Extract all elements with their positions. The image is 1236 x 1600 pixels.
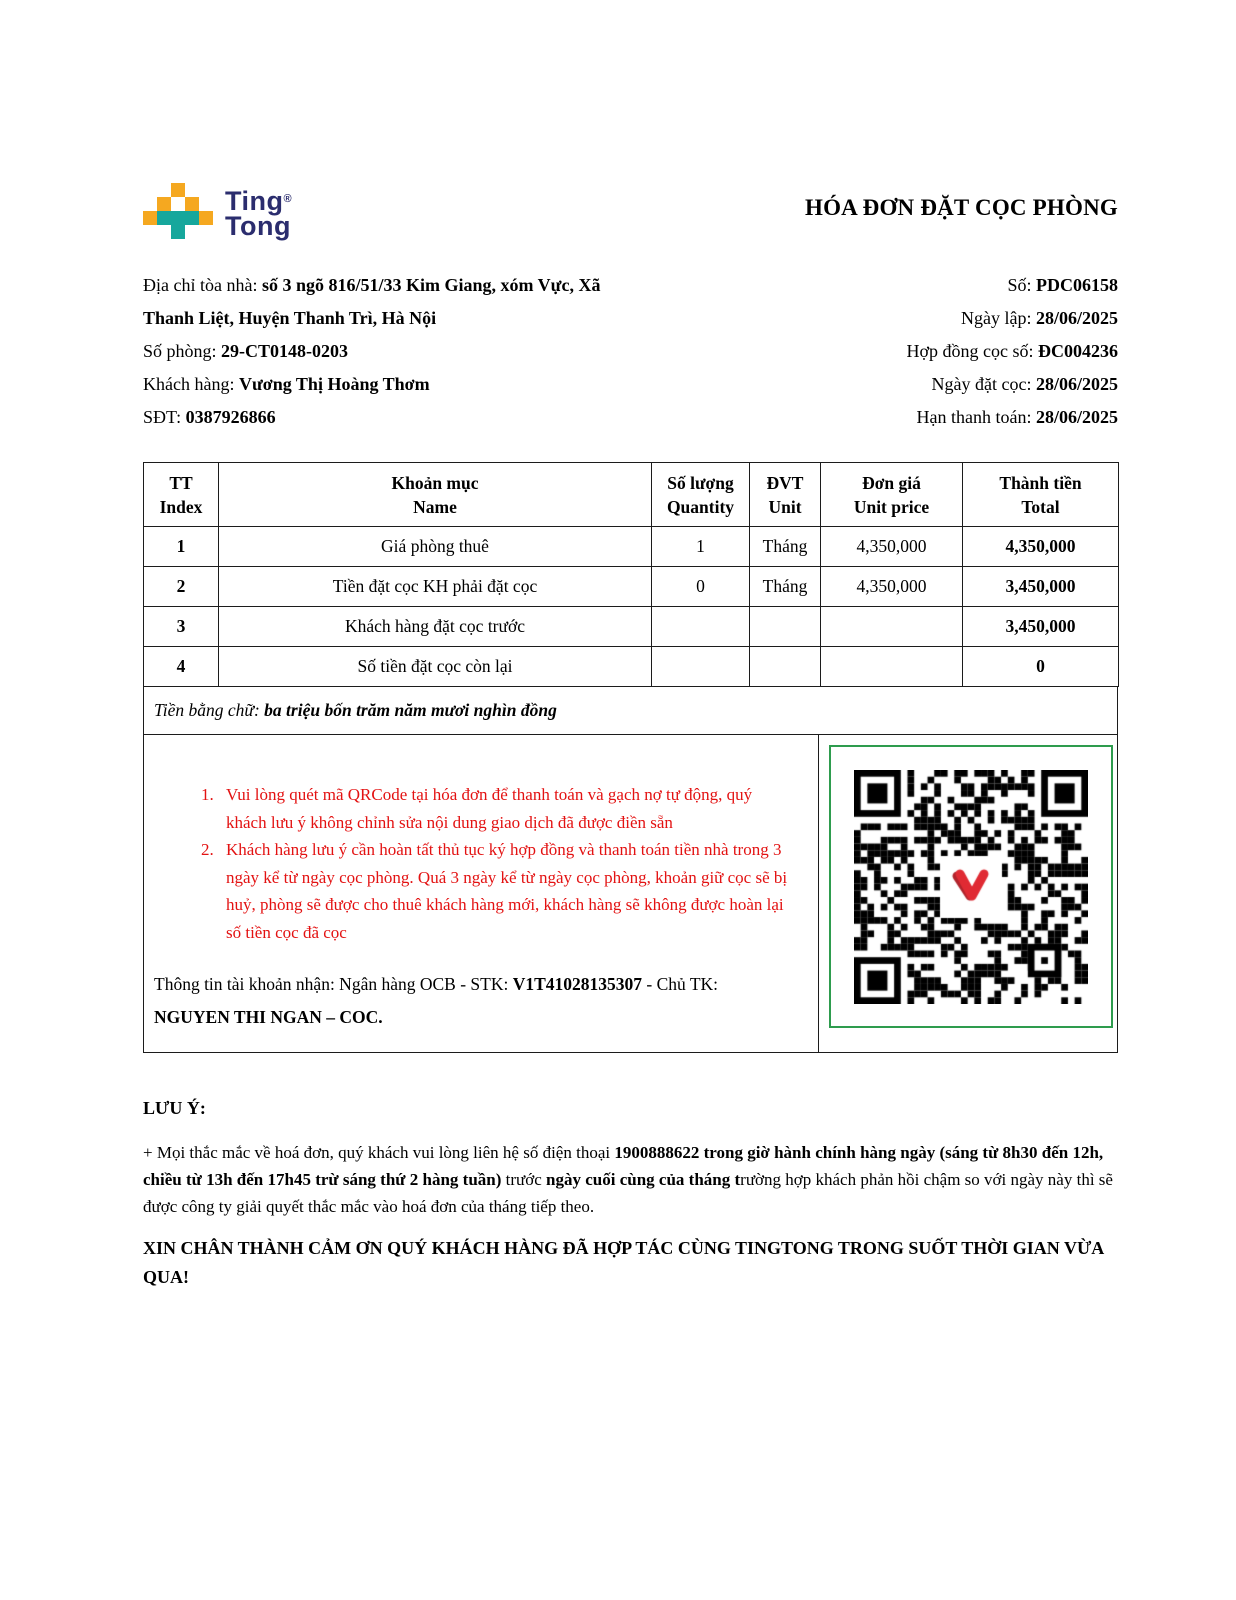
logo-word-1: Ting	[225, 186, 284, 216]
table-row	[144, 567, 1119, 607]
cell-name: Giá phòng thuê	[219, 527, 652, 567]
document-title: HÓA ĐƠN ĐẶT CỌC PHÒNG	[804, 195, 1118, 220]
cell-index: 4	[144, 647, 219, 687]
cell-unit	[750, 647, 821, 687]
text-segment: 28/06/2025	[1035, 407, 1118, 427]
tingtong-logo	[143, 183, 292, 241]
column-header-line: Khoản mục	[391, 472, 479, 493]
cell-index: 2	[144, 567, 219, 607]
cell-total: 3,450,000	[963, 607, 1119, 647]
text-segment: Ngày lập:	[961, 308, 1036, 328]
info-line	[143, 335, 635, 368]
payment-qr-code	[854, 770, 1088, 1004]
column-header	[219, 463, 652, 527]
text-segment: 29-CT0148-0203	[221, 341, 349, 361]
text-segment: 0387926866	[185, 407, 276, 427]
info-line	[143, 401, 635, 434]
text-segment: + Mọi thắc mắc về hoá đơn, quý khách vui lòng liên hệ số điện thoại	[143, 1143, 615, 1162]
column-header-line: Quantity	[666, 496, 735, 517]
info-line	[635, 335, 1118, 368]
footer-paragraph	[143, 1139, 1118, 1220]
info-line	[143, 368, 635, 401]
cell-quantity	[652, 607, 750, 647]
logo-word-2: Tong	[225, 211, 291, 241]
tingtong-logo-icon	[143, 183, 213, 241]
footer-thanks: XIN CHÂN THÀNH CẢM ƠN QUÝ KHÁCH HÀNG ĐÃ HỢP TÁC CÙNG TINGTONG TRONG SUỐT THỜI GIAN VỪA QUA!	[143, 1238, 1104, 1287]
text-segment: ĐC004236	[1038, 341, 1118, 361]
info-line	[635, 401, 1118, 434]
cell-unit-price: 4,350,000	[821, 527, 963, 567]
column-header-line: Unit	[768, 496, 802, 517]
cell-name: Tiền đặt cọc KH phải đặt cọc	[219, 567, 652, 607]
text-segment: NGUYEN THI NGAN – COC.	[154, 1007, 383, 1027]
column-header-line: Số lượng	[667, 472, 734, 493]
info-line	[635, 368, 1118, 401]
column-header-line: Index	[159, 496, 203, 517]
column-header-line: Thành tiền	[999, 472, 1082, 493]
note-item: 1. Vui lòng quét mã QRCode tại hóa đơn để thanh toán và gạch nợ tự động, quý khách lưu ý không chỉnh sửa nội dung giao dịch đã được điền sẵn	[218, 781, 792, 836]
text-segment: Khách hàng:	[143, 374, 239, 394]
amount-in-words	[154, 700, 557, 721]
amount-in-words-row	[143, 687, 1118, 735]
text-segment: V1T41028135307	[512, 974, 643, 994]
cell-quantity: 0	[652, 567, 750, 607]
column-header	[144, 463, 219, 527]
table-body	[144, 527, 1119, 687]
table-row	[144, 647, 1119, 687]
text-segment: Ngày đặt cọc:	[931, 374, 1036, 394]
text-segment: rường hợp khách phản hồi chậm so với ngày này thì sẽ được công ty giải quyết thắc mắc vào hoá đơn của tháng tiếp theo.	[143, 1170, 1113, 1216]
column-header-line: Unit price	[853, 496, 930, 517]
footer	[143, 1098, 1118, 1292]
text-segment: Hợp đồng cọc số:	[906, 341, 1038, 361]
registered-mark: ®	[283, 193, 293, 205]
cell-total: 0	[963, 647, 1119, 687]
cell-total: 4,350,000	[963, 527, 1119, 567]
qr-cell	[819, 735, 1117, 1052]
info-line	[635, 302, 1118, 335]
text-segment: PDC06158	[1036, 275, 1118, 295]
text-segment: ba triệu bốn trăm năm mươi nghìn đồng	[264, 700, 557, 720]
table-head	[144, 463, 1119, 527]
header	[143, 183, 1118, 241]
column-header-line: TT	[169, 472, 193, 493]
text-segment: Vương Thị Hoàng Thơm	[238, 374, 430, 394]
cell-unit-price	[821, 647, 963, 687]
text-segment: Địa chỉ tòa nhà:	[143, 275, 262, 295]
text-segment: 1900888622 trong giờ hành chính hàng ngày (sáng từ 8h30 đến 12h, chiều từ 13h đến 17h45 trừ sáng thứ 2 hàng tuần)	[143, 1143, 1104, 1189]
info-left	[143, 269, 635, 434]
invoice-content	[143, 183, 1118, 1292]
text-segment: - Chủ TK:	[642, 974, 719, 994]
cell-quantity: 1	[652, 527, 750, 567]
logo-square	[157, 197, 171, 211]
table-row	[144, 527, 1119, 567]
text-segment: số 3 ngõ 816/51/33 Kim Giang, xóm Vực, Xã Thanh Liệt, Huyện Thanh Trì, Hà Nội	[143, 275, 601, 328]
logo-square	[185, 197, 199, 211]
notes-and-qr-box	[143, 735, 1118, 1053]
cell-total: 3,450,000	[963, 567, 1119, 607]
cell-quantity	[652, 647, 750, 687]
cell-name: Khách hàng đặt cọc trước	[219, 607, 652, 647]
bank-account-info	[154, 968, 792, 1034]
info-right	[635, 269, 1118, 434]
cell-unit-price: 4,350,000	[821, 567, 963, 607]
footer-heading: LƯU Ý:	[143, 1098, 206, 1118]
column-header	[963, 463, 1119, 527]
logo-square	[171, 183, 185, 197]
logo-square	[199, 211, 213, 225]
cell-unit: Tháng	[750, 527, 821, 567]
logo-square	[171, 225, 185, 239]
text-segment: ngày cuối cùng của tháng t	[546, 1170, 741, 1189]
text-segment: SĐT:	[143, 407, 186, 427]
items-table	[143, 462, 1119, 687]
text-segment: Số phòng:	[143, 341, 222, 361]
cell-name: Số tiền đặt cọc còn lại	[219, 647, 652, 687]
text-segment: Số:	[1007, 275, 1036, 295]
cell-unit-price	[821, 607, 963, 647]
table-row	[144, 607, 1119, 647]
logo-square	[157, 211, 199, 225]
column-header-line: Name	[413, 496, 457, 517]
text-segment: trước	[501, 1170, 547, 1189]
table-header-row	[144, 463, 1119, 527]
info-line	[635, 269, 1118, 302]
column-header	[821, 463, 963, 527]
column-header	[750, 463, 821, 527]
column-header-line: Đơn giá	[862, 472, 921, 493]
cell-index: 1	[144, 527, 219, 567]
note-item: 2. Khách hàng lưu ý cần hoàn tất thủ tục ký hợp đồng và thanh toán tiền nhà trong 3 ngày kể từ ngày cọc phòng. Quá 3 ngày kể từ ngày cọc phòng, khoản giữ cọc sẽ bị huỷ, phòng sẽ được cho thuê khách hàng mới, khách hàng sẽ không được hoàn lại số tiền cọc đã cọc	[218, 836, 792, 946]
column-header	[652, 463, 750, 527]
logo-square	[143, 211, 157, 225]
text-segment: Tiền bằng chữ:	[154, 700, 265, 720]
cell-unit	[750, 607, 821, 647]
cell-index: 3	[144, 607, 219, 647]
text-segment: Hạn thanh toán:	[916, 407, 1036, 427]
column-header-line: Total	[1021, 496, 1060, 517]
invoice-info	[143, 269, 1118, 434]
text-segment: 28/06/2025	[1035, 308, 1118, 328]
column-header-line: ĐVT	[766, 472, 804, 493]
cell-unit: Tháng	[750, 567, 821, 607]
info-line	[143, 269, 635, 335]
qr-frame	[829, 745, 1113, 1028]
red-notes-list	[154, 781, 792, 946]
notes-cell	[144, 735, 819, 1052]
text-segment: 28/06/2025	[1035, 374, 1118, 394]
tingtong-wordmark	[225, 187, 292, 239]
text-segment: Thông tin tài khoản nhận: Ngân hàng OCB - STK:	[154, 974, 513, 994]
